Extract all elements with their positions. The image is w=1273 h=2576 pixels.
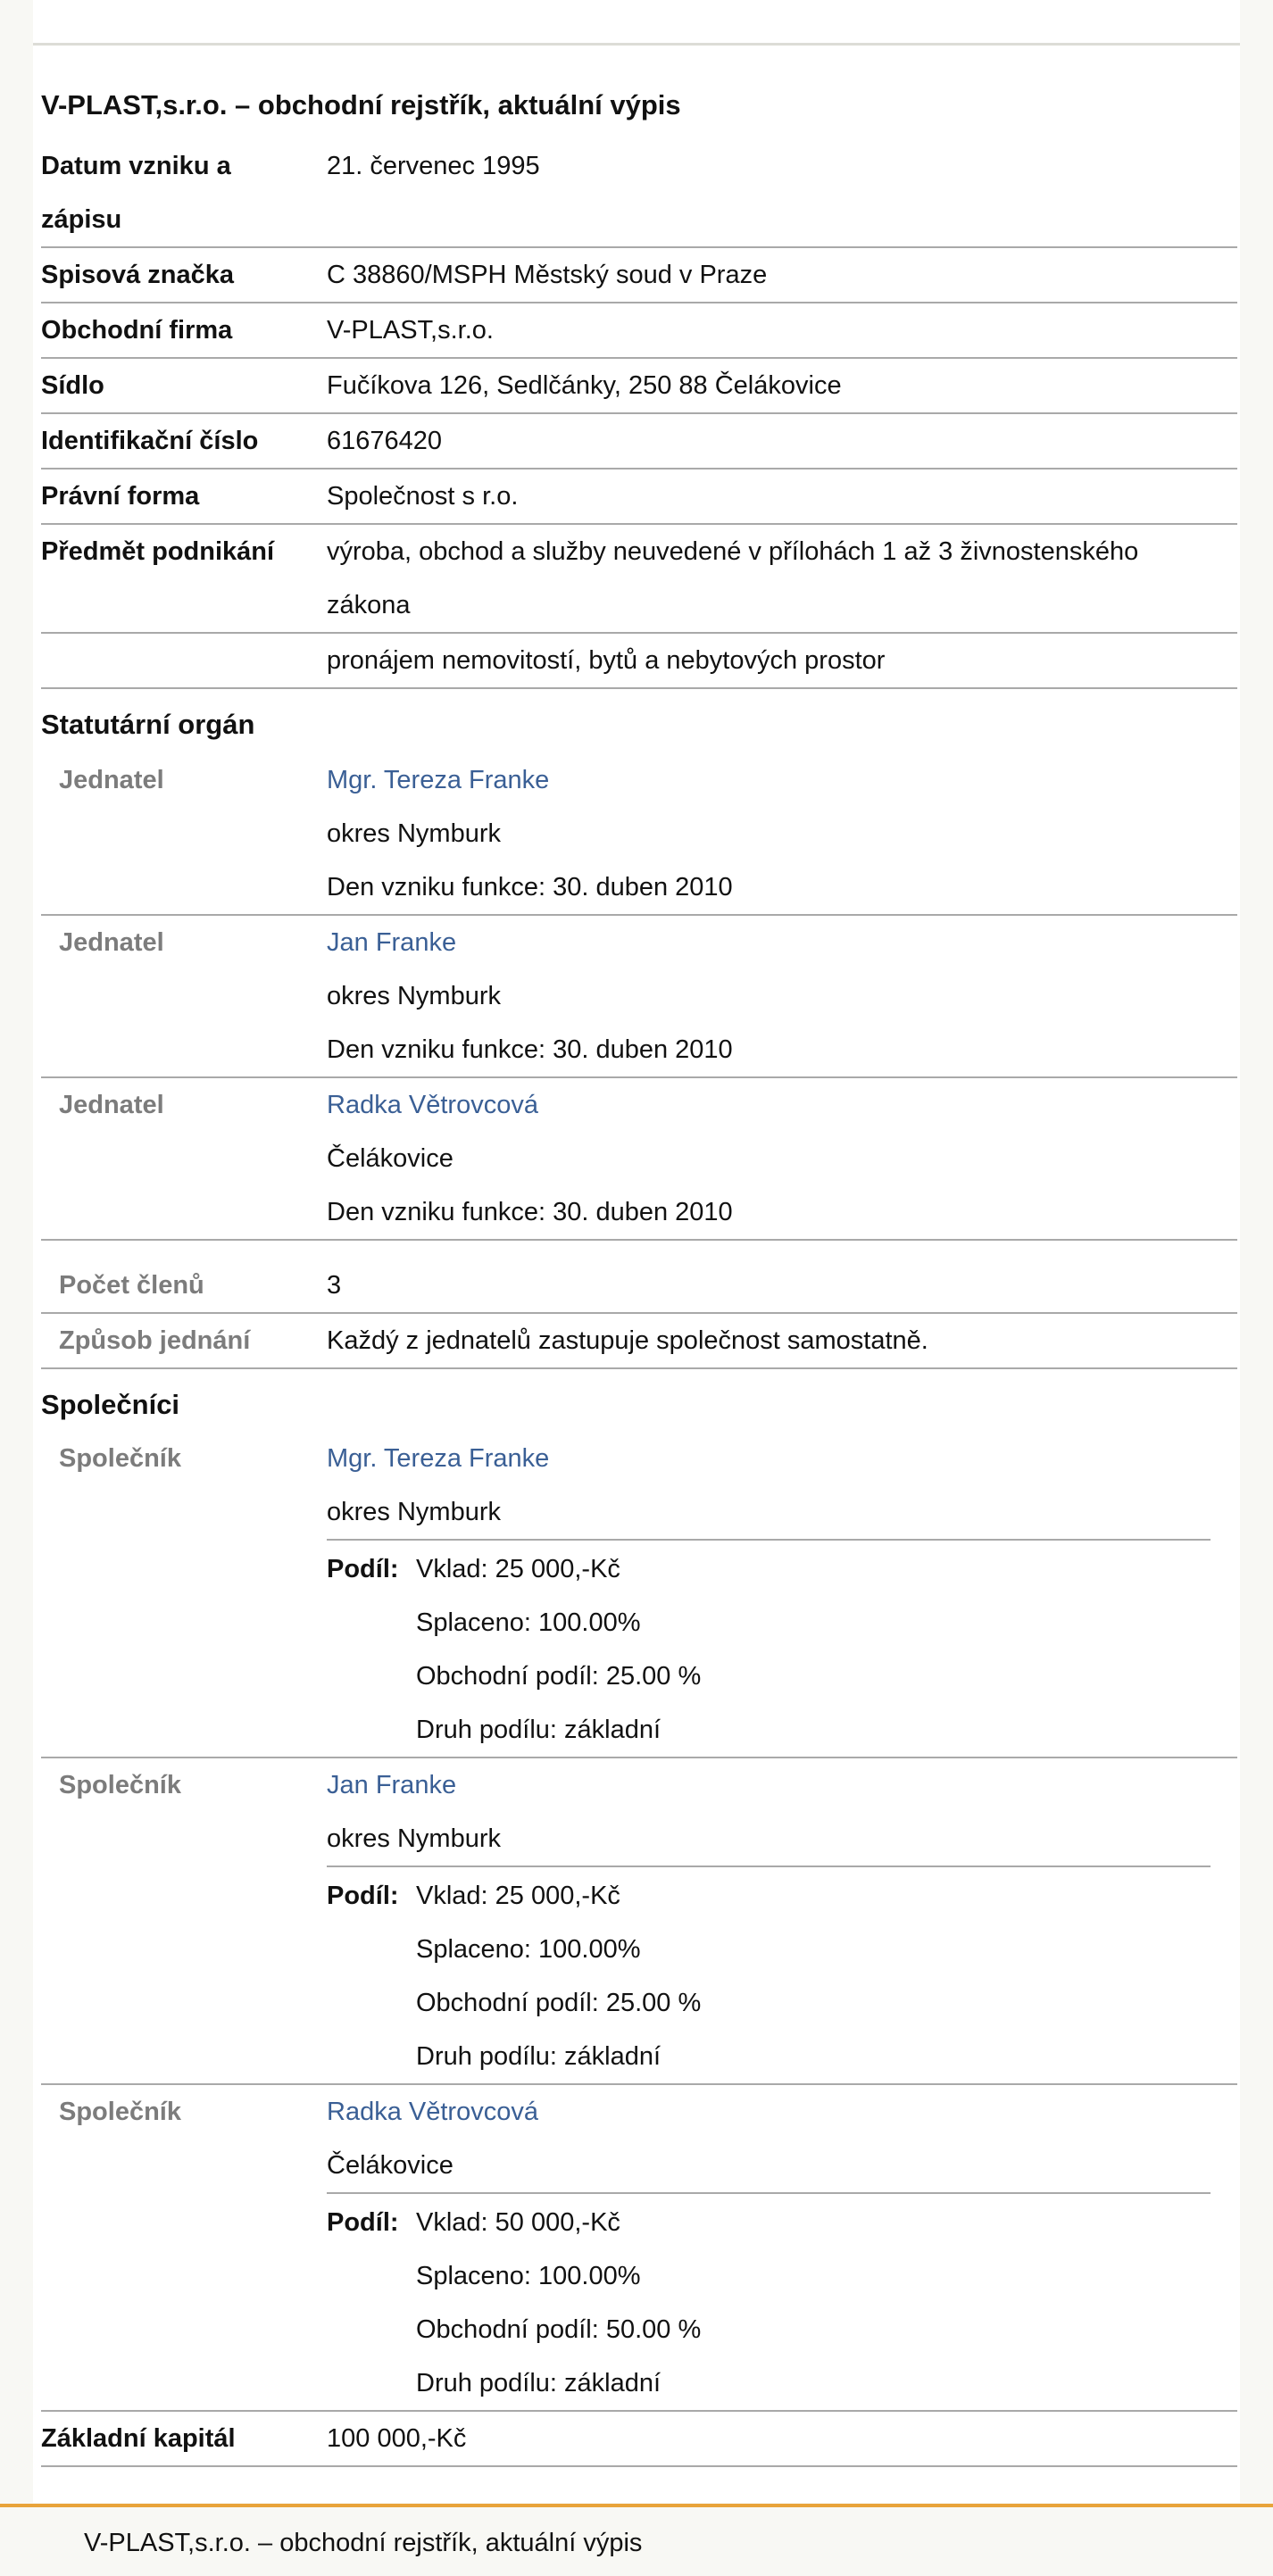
share-vklad: Vklad: 25 000,-Kč bbox=[416, 1882, 620, 1910]
footer-text: V-PLAST,s.r.o. – obchodní rejstřík, aktuální výpis bbox=[84, 2529, 643, 2557]
person-since: Den vzniku funkce: 30. duben 2010 bbox=[327, 1035, 733, 1064]
share-vklad: Vklad: 50 000,-Kč bbox=[416, 2208, 620, 2237]
person-place: Čelákovice bbox=[327, 1144, 453, 1173]
value-spisova-znacka: C 38860/MSPH Městský soud v Praze bbox=[327, 261, 768, 289]
person-since: Den vzniku funkce: 30. duben 2010 bbox=[327, 873, 733, 902]
row-obchodni-firma bbox=[41, 303, 1237, 359]
person-link[interactable]: Mgr. Tereza Franke bbox=[327, 766, 550, 794]
label-predmet-podnikani: Předmět podnikání bbox=[41, 537, 275, 566]
label-spisova-znacka: Spisová značka bbox=[41, 261, 234, 289]
label-datum-vzniku: Datum vzniku a zápisu bbox=[41, 152, 231, 234]
person-link[interactable]: Mgr. Tereza Franke bbox=[327, 1444, 550, 1473]
person-link[interactable]: Jan Franke bbox=[327, 1771, 457, 1799]
label-jednatel: Jednatel bbox=[59, 766, 164, 794]
label-zpusob-jednani: Způsob jednání bbox=[59, 1326, 251, 1355]
row-spisova-znacka bbox=[41, 248, 1237, 303]
value-zakladni-kapital: 100 000,-Kč bbox=[327, 2424, 467, 2453]
value-zpusob-jednani: Každý z jednatelů zastupuje společnost samostatně. bbox=[327, 1326, 928, 1355]
register-extract bbox=[41, 71, 1237, 2467]
footer-bar bbox=[0, 2504, 1273, 2576]
row-zpusob-jednani bbox=[41, 1314, 1237, 1369]
value-sidlo: Fučíkova 126, Sedlčánky, 250 88 Čelákovice bbox=[327, 371, 842, 400]
label-sidlo: Sídlo bbox=[41, 371, 104, 400]
label-jednatel: Jednatel bbox=[59, 1091, 164, 1119]
value-ico: 61676420 bbox=[327, 427, 443, 455]
share-podil: Obchodní podíl: 25.00 % bbox=[416, 1989, 702, 2017]
value-predmet-podnikani-1: výroba, obchod a služby neuvedené v přílohách 1 až 3 živnostenského zákona bbox=[327, 537, 1139, 619]
person-since: Den vzniku funkce: 30. duben 2010 bbox=[327, 1198, 733, 1226]
label-spolecnik: Společník bbox=[59, 2098, 181, 2126]
share-druh: Druh podílu: základní bbox=[416, 1716, 661, 1744]
row-predmet-podnikani-1 bbox=[41, 525, 1237, 634]
value-pocet-clenu: 3 bbox=[327, 1271, 342, 1300]
share-label: Podíl: bbox=[327, 1882, 399, 1910]
section-spolecnici: Společníci bbox=[41, 1389, 180, 1420]
label-obchodni-firma: Obchodní firma bbox=[41, 316, 233, 345]
row-datum-vzniku bbox=[41, 139, 1237, 248]
share-block bbox=[327, 1539, 1211, 1757]
row-pocet-clenu bbox=[41, 1241, 1237, 1314]
label-spolecnik: Společník bbox=[59, 1771, 181, 1799]
share-vklad: Vklad: 25 000,-Kč bbox=[416, 1555, 620, 1583]
person-link[interactable]: Radka Větrovcová bbox=[327, 1091, 538, 1119]
value-pravni-forma: Společnost s r.o. bbox=[327, 482, 519, 511]
label-ico: Identifikační číslo bbox=[41, 427, 259, 455]
row-jednatel-1 bbox=[41, 753, 1237, 916]
person-place: okres Nymburk bbox=[327, 1824, 501, 1853]
row-sidlo bbox=[41, 359, 1237, 414]
top-divider bbox=[33, 43, 1240, 46]
share-druh: Druh podílu: základní bbox=[416, 2042, 661, 2071]
person-place: okres Nymburk bbox=[327, 1498, 501, 1526]
row-ico bbox=[41, 414, 1237, 469]
label-spolecnik: Společník bbox=[59, 1444, 181, 1473]
row-jednatel-2 bbox=[41, 916, 1237, 1078]
document-page bbox=[33, 0, 1240, 2503]
label-pravni-forma: Právní forma bbox=[41, 482, 200, 511]
person-place: Čelákovice bbox=[327, 2151, 453, 2180]
person-link[interactable]: Radka Větrovcová bbox=[327, 2098, 538, 2126]
share-block bbox=[327, 1866, 1211, 2083]
share-splaceno: Splaceno: 100.00% bbox=[416, 2262, 641, 2290]
row-spolecnik-1 bbox=[41, 1432, 1237, 1758]
value-obchodni-firma: V-PLAST,s.r.o. bbox=[327, 316, 494, 345]
page-title: V-PLAST,s.r.o. – obchodní rejstřík, aktuální výpis bbox=[41, 89, 681, 120]
section-statutarni-organ: Statutární orgán bbox=[41, 709, 255, 740]
label-zakladni-kapital: Základní kapitál bbox=[41, 2424, 236, 2453]
share-label: Podíl: bbox=[327, 2208, 399, 2237]
label-pocet-clenu: Počet členů bbox=[59, 1271, 204, 1300]
row-spolecnik-2 bbox=[41, 1758, 1237, 2085]
value-datum-vzniku: 21. červenec 1995 bbox=[327, 152, 540, 180]
share-label: Podíl: bbox=[327, 1555, 399, 1583]
row-pravni-forma bbox=[41, 469, 1237, 525]
share-splaceno: Splaceno: 100.00% bbox=[416, 1935, 641, 1964]
row-predmet-podnikani-2 bbox=[41, 634, 1237, 689]
row-spolecnik-3 bbox=[41, 2085, 1237, 2412]
share-druh: Druh podílu: základní bbox=[416, 2369, 661, 2397]
row-zakladni-kapital bbox=[41, 2412, 1237, 2467]
person-link[interactable]: Jan Franke bbox=[327, 928, 457, 957]
share-podil: Obchodní podíl: 50.00 % bbox=[416, 2315, 702, 2344]
share-block bbox=[327, 2192, 1211, 2410]
label-jednatel: Jednatel bbox=[59, 928, 164, 957]
row-jednatel-3 bbox=[41, 1078, 1237, 1241]
share-splaceno: Splaceno: 100.00% bbox=[416, 1608, 641, 1637]
value-predmet-podnikani-2: pronájem nemovitostí, bytů a nebytových prostor bbox=[327, 646, 886, 675]
person-place: okres Nymburk bbox=[327, 982, 501, 1010]
person-place: okres Nymburk bbox=[327, 819, 501, 848]
share-podil: Obchodní podíl: 25.00 % bbox=[416, 1662, 702, 1691]
